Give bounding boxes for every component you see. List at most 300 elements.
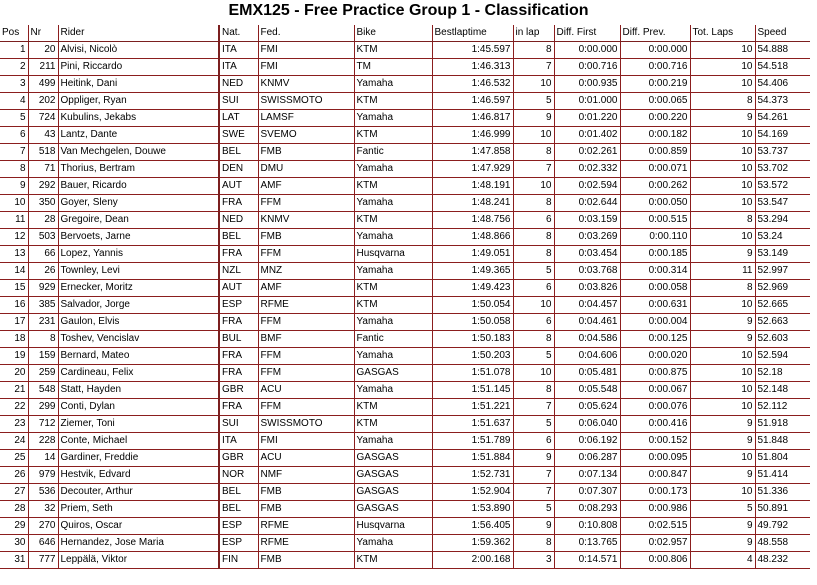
cell-bike: Husqvarna [354, 246, 432, 263]
cell-pos: 12 [0, 229, 28, 246]
cell-nr: 231 [28, 314, 58, 331]
cell-best: 1:47.929 [432, 161, 513, 178]
cell-nat: AUT [219, 280, 258, 297]
cell-laps: 8 [690, 212, 755, 229]
table-row [0, 365, 810, 382]
cell-laps: 8 [690, 93, 755, 110]
cell-speed: 52.18 [755, 365, 810, 382]
cell-pos: 17 [0, 314, 28, 331]
table-row [0, 484, 810, 501]
cell-rider: Kubulins, Jekabs [58, 110, 219, 127]
cell-dfirst: 0:01.220 [554, 110, 620, 127]
table-row [0, 42, 810, 59]
cell-inlap: 8 [513, 144, 554, 161]
cell-bike: KTM [354, 399, 432, 416]
cell-nat: NOR [219, 467, 258, 484]
table-row [0, 467, 810, 484]
col-header-fed: Fed. [258, 25, 354, 42]
cell-inlap: 9 [513, 450, 554, 467]
cell-fed: RFME [258, 297, 354, 314]
table-row [0, 178, 810, 195]
cell-inlap: 8 [513, 331, 554, 348]
cell-best: 1:51.884 [432, 450, 513, 467]
cell-best: 1:51.789 [432, 433, 513, 450]
cell-rider: Gardiner, Freddie [58, 450, 219, 467]
cell-best: 1:53.890 [432, 501, 513, 518]
cell-rider: Lopez, Yannis [58, 246, 219, 263]
cell-best: 1:52.904 [432, 484, 513, 501]
cell-fed: FFM [258, 314, 354, 331]
cell-fed: FMI [258, 59, 354, 76]
cell-speed: 51.848 [755, 433, 810, 450]
cell-dfirst: 0:05.481 [554, 365, 620, 382]
cell-bike: KTM [354, 93, 432, 110]
cell-inlap: 8 [513, 535, 554, 552]
cell-dprev: 0:00.152 [620, 433, 690, 450]
cell-rider: Hestvik, Edvard [58, 467, 219, 484]
cell-fed: FMB [258, 484, 354, 501]
table-row [0, 161, 810, 178]
cell-nr: 548 [28, 382, 58, 399]
col-header-diff-prev: Diff. Prev. [620, 25, 690, 42]
cell-inlap: 6 [513, 280, 554, 297]
cell-dfirst: 0:03.454 [554, 246, 620, 263]
cell-best: 1:50.203 [432, 348, 513, 365]
cell-bike: Yamaha [354, 382, 432, 399]
cell-dprev: 0:00.067 [620, 382, 690, 399]
cell-best: 1:45.597 [432, 42, 513, 59]
cell-rider: Heitink, Dani [58, 76, 219, 93]
table-row [0, 518, 810, 535]
cell-rider: Quiros, Oscar [58, 518, 219, 535]
cell-best: 1:51.221 [432, 399, 513, 416]
cell-bike: KTM [354, 552, 432, 569]
cell-laps: 10 [690, 348, 755, 365]
cell-dprev: 0:00.875 [620, 365, 690, 382]
cell-speed: 54.169 [755, 127, 810, 144]
cell-nr: 8 [28, 331, 58, 348]
cell-nr: 66 [28, 246, 58, 263]
cell-dfirst: 0:03.269 [554, 229, 620, 246]
table-row [0, 314, 810, 331]
cell-dfirst: 0:04.606 [554, 348, 620, 365]
cell-pos: 4 [0, 93, 28, 110]
cell-dprev: 0:00.716 [620, 59, 690, 76]
cell-laps: 10 [690, 42, 755, 59]
cell-nat: BEL [219, 229, 258, 246]
cell-rider: Pini, Riccardo [58, 59, 219, 76]
cell-laps: 10 [690, 144, 755, 161]
cell-speed: 48.232 [755, 552, 810, 569]
col-header-nr: Nr [28, 25, 58, 42]
cell-dfirst: 0:02.594 [554, 178, 620, 195]
cell-dfirst: 0:10.808 [554, 518, 620, 535]
cell-pos: 3 [0, 76, 28, 93]
table-header-row [0, 25, 810, 42]
cell-best: 1:49.423 [432, 280, 513, 297]
col-header-nat: Nat. [219, 25, 258, 42]
cell-dfirst: 0:03.826 [554, 280, 620, 297]
cell-dfirst: 0:07.307 [554, 484, 620, 501]
cell-laps: 10 [690, 484, 755, 501]
cell-bike: Yamaha [354, 433, 432, 450]
cell-dfirst: 0:05.548 [554, 382, 620, 399]
cell-pos: 14 [0, 263, 28, 280]
col-header-speed: Speed [755, 25, 810, 42]
cell-nat: FRA [219, 246, 258, 263]
cell-laps: 11 [690, 263, 755, 280]
cell-nr: 350 [28, 195, 58, 212]
cell-bike: Yamaha [354, 229, 432, 246]
cell-dprev: 0:00.173 [620, 484, 690, 501]
cell-fed: SVEMO [258, 127, 354, 144]
cell-dprev: 0:00.219 [620, 76, 690, 93]
cell-pos: 20 [0, 365, 28, 382]
cell-fed: FFM [258, 348, 354, 365]
cell-rider: Leppälä, Viktor [58, 552, 219, 569]
cell-nr: 211 [28, 59, 58, 76]
table-row [0, 127, 810, 144]
cell-nat: NED [219, 212, 258, 229]
cell-fed: NMF [258, 467, 354, 484]
cell-speed: 54.888 [755, 42, 810, 59]
cell-inlap: 6 [513, 433, 554, 450]
cell-dprev: 0:00.182 [620, 127, 690, 144]
cell-nr: 646 [28, 535, 58, 552]
cell-bike: Yamaha [354, 263, 432, 280]
cell-nat: ITA [219, 433, 258, 450]
cell-pos: 19 [0, 348, 28, 365]
cell-pos: 10 [0, 195, 28, 212]
cell-pos: 13 [0, 246, 28, 263]
cell-speed: 52.665 [755, 297, 810, 314]
cell-laps: 10 [690, 399, 755, 416]
cell-laps: 10 [690, 450, 755, 467]
table-row [0, 263, 810, 280]
cell-laps: 10 [690, 127, 755, 144]
cell-inlap: 8 [513, 195, 554, 212]
cell-inlap: 3 [513, 552, 554, 569]
cell-speed: 49.792 [755, 518, 810, 535]
cell-speed: 53.24 [755, 229, 810, 246]
cell-nr: 43 [28, 127, 58, 144]
cell-pos: 6 [0, 127, 28, 144]
cell-rider: Alvisi, Nicolò [58, 42, 219, 59]
cell-inlap: 8 [513, 382, 554, 399]
cell-nr: 32 [28, 501, 58, 518]
cell-inlap: 7 [513, 399, 554, 416]
cell-pos: 31 [0, 552, 28, 569]
cell-nat: BEL [219, 144, 258, 161]
cell-bike: Yamaha [354, 76, 432, 93]
cell-speed: 52.148 [755, 382, 810, 399]
cell-rider: Goyer, Sleny [58, 195, 219, 212]
cell-bike: KTM [354, 127, 432, 144]
cell-fed: FFM [258, 246, 354, 263]
cell-nat: FRA [219, 365, 258, 382]
cell-fed: ACU [258, 450, 354, 467]
cell-dfirst: 0:01.000 [554, 93, 620, 110]
cell-inlap: 5 [513, 93, 554, 110]
table-row [0, 348, 810, 365]
cell-bike: GASGAS [354, 365, 432, 382]
cell-rider: Bauer, Ricardo [58, 178, 219, 195]
cell-bike: KTM [354, 297, 432, 314]
cell-nat: ITA [219, 42, 258, 59]
cell-speed: 51.336 [755, 484, 810, 501]
cell-dprev: 0:00.631 [620, 297, 690, 314]
cell-rider: Toshev, Vencislav [58, 331, 219, 348]
cell-pos: 11 [0, 212, 28, 229]
cell-dprev: 0:00.416 [620, 416, 690, 433]
cell-speed: 54.373 [755, 93, 810, 110]
cell-best: 1:48.191 [432, 178, 513, 195]
cell-speed: 51.414 [755, 467, 810, 484]
cell-dprev: 0:00.314 [620, 263, 690, 280]
cell-rider: Conte, Michael [58, 433, 219, 450]
cell-speed: 50.891 [755, 501, 810, 518]
col-header-pos: Pos [0, 25, 28, 42]
cell-bike: Yamaha [354, 314, 432, 331]
cell-dprev: 0:00.125 [620, 331, 690, 348]
cell-nr: 385 [28, 297, 58, 314]
cell-dprev: 0:02.515 [620, 518, 690, 535]
cell-bike: Yamaha [354, 161, 432, 178]
cell-bike: GASGAS [354, 501, 432, 518]
cell-bike: Husqvarna [354, 518, 432, 535]
cell-speed: 54.261 [755, 110, 810, 127]
cell-pos: 27 [0, 484, 28, 501]
cell-nat: AUT [219, 178, 258, 195]
cell-pos: 25 [0, 450, 28, 467]
cell-fed: MNZ [258, 263, 354, 280]
col-header-in-lap: in lap [513, 25, 554, 42]
cell-nat: BEL [219, 484, 258, 501]
cell-fed: RFME [258, 518, 354, 535]
cell-best: 1:51.637 [432, 416, 513, 433]
cell-bike: Yamaha [354, 110, 432, 127]
cell-rider: Van Mechgelen, Douwe [58, 144, 219, 161]
cell-laps: 9 [690, 314, 755, 331]
cell-dfirst: 0:00.000 [554, 42, 620, 59]
table-row [0, 416, 810, 433]
cell-best: 1:47.858 [432, 144, 513, 161]
cell-best: 1:50.183 [432, 331, 513, 348]
cell-dprev: 0:00.076 [620, 399, 690, 416]
table-row [0, 297, 810, 314]
table-row [0, 110, 810, 127]
cell-nr: 228 [28, 433, 58, 450]
cell-rider: Gregoire, Dean [58, 212, 219, 229]
cell-best: 1:49.365 [432, 263, 513, 280]
cell-fed: AMF [258, 280, 354, 297]
col-header-tot-laps: Tot. Laps [690, 25, 755, 42]
cell-fed: FMB [258, 229, 354, 246]
cell-dfirst: 0:02.644 [554, 195, 620, 212]
cell-dfirst: 0:04.457 [554, 297, 620, 314]
cell-nat: NED [219, 76, 258, 93]
cell-dfirst: 0:08.293 [554, 501, 620, 518]
cell-pos: 26 [0, 467, 28, 484]
table-row [0, 501, 810, 518]
cell-nr: 259 [28, 365, 58, 382]
cell-pos: 24 [0, 433, 28, 450]
cell-inlap: 5 [513, 416, 554, 433]
cell-rider: Gaulon, Elvis [58, 314, 219, 331]
table-row [0, 331, 810, 348]
table-row [0, 76, 810, 93]
cell-laps: 9 [690, 110, 755, 127]
cell-dprev: 0:00.000 [620, 42, 690, 59]
table-row [0, 229, 810, 246]
cell-dfirst: 0:00.716 [554, 59, 620, 76]
cell-nat: SWE [219, 127, 258, 144]
cell-inlap: 8 [513, 246, 554, 263]
cell-nat: FRA [219, 348, 258, 365]
col-header-rider: Rider [58, 25, 219, 42]
cell-bike: GASGAS [354, 450, 432, 467]
cell-nat: SUI [219, 93, 258, 110]
cell-laps: 8 [690, 280, 755, 297]
cell-nr: 503 [28, 229, 58, 246]
cell-laps: 10 [690, 297, 755, 314]
cell-fed: FFM [258, 365, 354, 382]
cell-best: 1:56.405 [432, 518, 513, 535]
cell-fed: FMI [258, 42, 354, 59]
cell-pos: 29 [0, 518, 28, 535]
cell-nat: GBR [219, 450, 258, 467]
cell-bike: Yamaha [354, 348, 432, 365]
cell-inlap: 7 [513, 484, 554, 501]
cell-speed: 48.558 [755, 535, 810, 552]
cell-inlap: 5 [513, 501, 554, 518]
table-row [0, 246, 810, 263]
cell-rider: Lantz, Dante [58, 127, 219, 144]
cell-speed: 52.997 [755, 263, 810, 280]
cell-dprev: 0:00.220 [620, 110, 690, 127]
cell-best: 1:50.058 [432, 314, 513, 331]
cell-best: 1:46.817 [432, 110, 513, 127]
table-row [0, 144, 810, 161]
cell-rider: Oppliger, Ryan [58, 93, 219, 110]
table-row [0, 195, 810, 212]
cell-best: 1:46.532 [432, 76, 513, 93]
cell-pos: 1 [0, 42, 28, 59]
cell-laps: 9 [690, 433, 755, 450]
cell-best: 2:00.168 [432, 552, 513, 569]
cell-bike: KTM [354, 178, 432, 195]
cell-rider: Conti, Dylan [58, 399, 219, 416]
cell-pos: 23 [0, 416, 28, 433]
cell-speed: 51.918 [755, 416, 810, 433]
cell-pos: 21 [0, 382, 28, 399]
cell-speed: 51.804 [755, 450, 810, 467]
cell-nat: NZL [219, 263, 258, 280]
cell-nat: FRA [219, 314, 258, 331]
cell-pos: 18 [0, 331, 28, 348]
cell-inlap: 10 [513, 297, 554, 314]
cell-nat: DEN [219, 161, 258, 178]
cell-pos: 15 [0, 280, 28, 297]
cell-bike: KTM [354, 280, 432, 297]
cell-nat: ESP [219, 535, 258, 552]
col-header-bestlaptime: Bestlaptime [432, 25, 513, 42]
cell-fed: KNMV [258, 212, 354, 229]
cell-bike: KTM [354, 416, 432, 433]
cell-dprev: 0:00.859 [620, 144, 690, 161]
cell-inlap: 7 [513, 467, 554, 484]
cell-dfirst: 0:14.571 [554, 552, 620, 569]
table-row [0, 552, 810, 569]
cell-fed: FMB [258, 501, 354, 518]
cell-dfirst: 0:04.586 [554, 331, 620, 348]
cell-dfirst: 0:01.402 [554, 127, 620, 144]
cell-dprev: 0:00.185 [620, 246, 690, 263]
cell-best: 1:46.597 [432, 93, 513, 110]
cell-best: 1:46.999 [432, 127, 513, 144]
page-title: EMX125 - Free Practice Group 1 - Classification [228, 2, 589, 19]
cell-pos: 5 [0, 110, 28, 127]
cell-inlap: 10 [513, 127, 554, 144]
cell-inlap: 9 [513, 518, 554, 535]
cell-nr: 28 [28, 212, 58, 229]
cell-rider: Ernecker, Moritz [58, 280, 219, 297]
cell-speed: 52.112 [755, 399, 810, 416]
cell-inlap: 10 [513, 178, 554, 195]
cell-rider: Decouter, Arthur [58, 484, 219, 501]
cell-bike: Yamaha [354, 535, 432, 552]
table-row [0, 450, 810, 467]
cell-nat: ITA [219, 59, 258, 76]
cell-laps: 5 [690, 501, 755, 518]
cell-fed: ACU [258, 382, 354, 399]
cell-fed: FFM [258, 195, 354, 212]
cell-pos: 9 [0, 178, 28, 195]
cell-inlap: 8 [513, 229, 554, 246]
cell-speed: 53.702 [755, 161, 810, 178]
cell-speed: 52.603 [755, 331, 810, 348]
cell-best: 1:46.313 [432, 59, 513, 76]
cell-dprev: 0:00.004 [620, 314, 690, 331]
cell-laps: 10 [690, 382, 755, 399]
cell-nr: 71 [28, 161, 58, 178]
cell-bike: GASGAS [354, 484, 432, 501]
cell-nr: 929 [28, 280, 58, 297]
cell-laps: 10 [690, 161, 755, 178]
cell-inlap: 9 [513, 110, 554, 127]
cell-dprev: 0:00.071 [620, 161, 690, 178]
cell-dfirst: 0:06.040 [554, 416, 620, 433]
cell-speed: 53.737 [755, 144, 810, 161]
cell-rider: Hernandez, Jose Maria [58, 535, 219, 552]
cell-dprev: 0:00.050 [620, 195, 690, 212]
cell-fed: RFME [258, 535, 354, 552]
col-header-bike: Bike [354, 25, 432, 42]
cell-bike: Fantic [354, 331, 432, 348]
cell-inlap: 6 [513, 212, 554, 229]
cell-laps: 9 [690, 416, 755, 433]
cell-fed: FMI [258, 433, 354, 450]
cell-nr: 724 [28, 110, 58, 127]
cell-dfirst: 0:05.624 [554, 399, 620, 416]
cell-fed: KNMV [258, 76, 354, 93]
cell-bike: GASGAS [354, 467, 432, 484]
cell-nr: 292 [28, 178, 58, 195]
cell-laps: 10 [690, 365, 755, 382]
cell-laps: 9 [690, 518, 755, 535]
cell-inlap: 5 [513, 263, 554, 280]
cell-dprev: 0:02.957 [620, 535, 690, 552]
